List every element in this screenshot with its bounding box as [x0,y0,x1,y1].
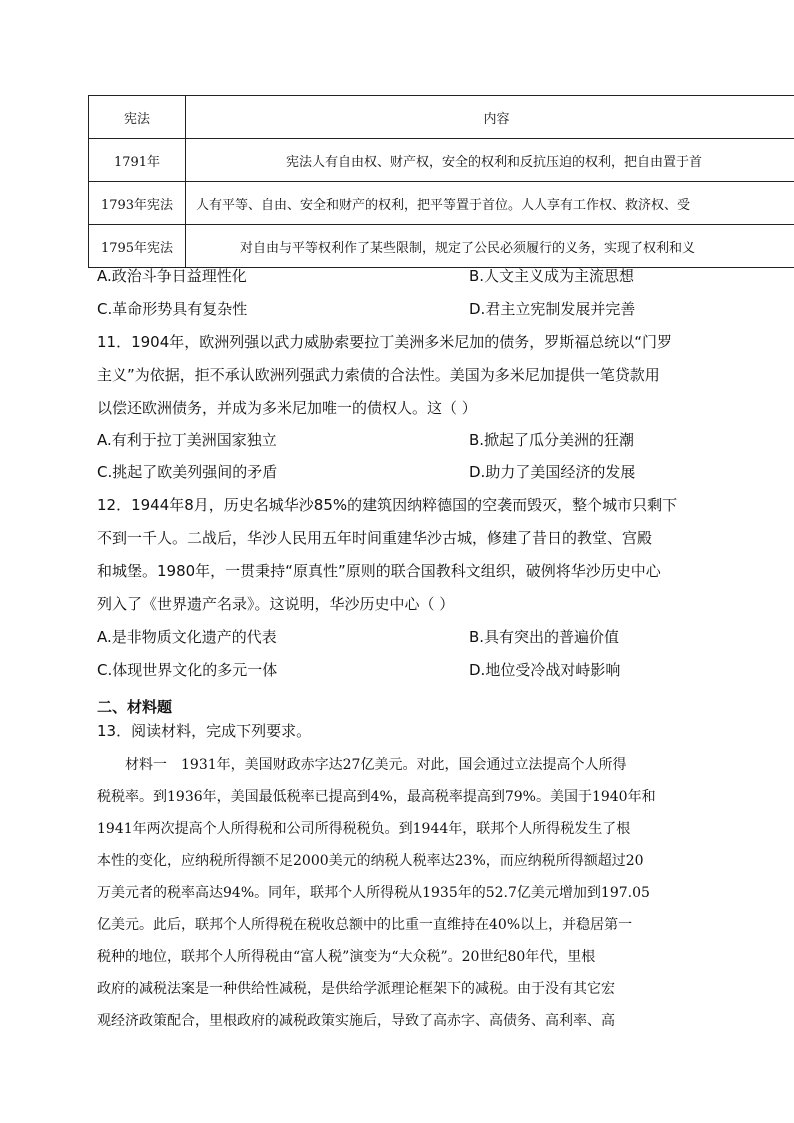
q11-option-row [97,462,636,482]
q10-option-a: A.政治斗争日益理性化 [97,267,247,285]
q12-option-a: A.是非物质文化遗产的代表 [97,628,277,646]
table-row [89,225,794,268]
table-cell-content: 人有平等、自由、安全和财产的权利，把平等置于首位。人人享有工作权、救济权、受 [186,182,794,225]
q12-stem-line: 和城堡。1980年，一贯秉持“原真性”原则的联合国教科文组织，破例将华沙历史中心 [97,562,661,580]
material-line: 1941年两次提高个人所得税和公司所得税税负。到1944年，联邦个人所得税发生了根 [97,821,631,837]
q11-option-row [97,430,635,450]
constitution-table [88,95,794,268]
q12-option-row [97,660,621,680]
q10-option-b: B.人文主义成为主流思想 [469,267,635,285]
q10-option-row [97,299,636,319]
q11-option-a: A.有利于拉丁美洲国家独立 [97,431,277,449]
q12-stem-line: 列入了《世界遗产名录》。这说明，华沙历史中心（ ） [97,595,455,613]
material-line: 税税率。到1936年，美国最低税率已提高到4%，最高税率提高到79%。美国于1940年和 [97,789,656,805]
table-cell-year: 1793年宪法 [89,182,186,225]
material-line: 税种的地位，联邦个人所得税由“富人税”演变为“大众税”。20世纪80年代，里根 [97,949,596,965]
q12-option-row [97,627,620,647]
material-line: 观经济政策配合，里根政府的减税政策实施后，导致了高赤字、高债务、高利率、高 [97,1013,615,1029]
section-heading: 二、材料题 [97,698,173,716]
table-header-constitution: 宪法 [89,96,186,139]
q11-stem-line: 11．1904年，欧洲列强以武力威胁索要拉丁美洲多米尼加的债务，罗斯福总统以“门罗 [97,333,673,351]
q11-option-d: D.助力了美国经济的发展 [469,463,636,481]
table-row [89,139,794,182]
q12-option-c: C.体现世界文化的多元一体 [97,661,278,679]
q10-option-row [97,266,635,286]
table-header-row [89,96,794,139]
table-cell-content: 对自由与平等权利作了某些限制，规定了公民必须履行的义务，实现了权利和义 [186,225,794,268]
q11-stem-line: 以偿还欧洲债务，并成为多米尼加唯一的债权人。这（ ） [97,399,477,417]
q13-intro: 13．阅读材料，完成下列要求。 [97,722,312,740]
material-line: 万美元者的税率高达94%。同年，联邦个人所得税从1935年的52.7亿美元增加到197.05 [97,885,650,901]
table-row [89,182,794,225]
q10-option-d: D.君主立宪制发展并完善 [469,300,636,318]
material-line: 亿美元。此后，联邦个人所得税在税收总额中的比重一直维持在40%以上，并稳居第一 [97,917,633,933]
material-line: 材料一 1931年，美国财政赤字达27亿美元。对此，国会通过立法提高个人所得 [97,757,627,773]
q12-stem-line: 12．1944年8月，历史名城华沙85%的建筑因纳粹德国的空袭而毁灭，整个城市只剩下 [97,496,678,514]
table-header-content: 内容 [186,96,794,139]
table-cell-content: 宪法人有自由权、财产权，安全的权利和反抗压迫的权利，把自由置于首 [186,139,794,182]
q10-option-c: C.革命形势具有复杂性 [97,300,248,318]
q12-stem-line: 不到一千人。二战后，华沙人民用五年时间重建华沙古城，修建了昔日的教堂、宫殿 [97,529,653,547]
q11-stem-line: 主义”为依据，拒不承认欧洲列强武力索债的合法性。美国为多米尼加提供一笔贷款用 [97,366,660,384]
table-cell-year: 1791年 [89,139,186,182]
material-line: 本性的变化，应纳税所得额不足2000美元的纳税人税率达23%，而应纳税所得额超过20 [97,853,644,869]
q12-option-d: D.地位受冷战对峙影响 [469,661,621,679]
table-cell-year: 1795年宪法 [89,225,186,268]
material-line: 政府的减税法案是一种供给性减税，是供给学派理论框架下的减税。由于没有其它宏 [97,981,615,997]
q12-option-b: B.具有突出的普遍价值 [469,628,620,646]
q11-option-b: B.掀起了瓜分美洲的狂潮 [469,431,635,449]
q11-option-c: C.挑起了欧美列强间的矛盾 [97,463,278,481]
